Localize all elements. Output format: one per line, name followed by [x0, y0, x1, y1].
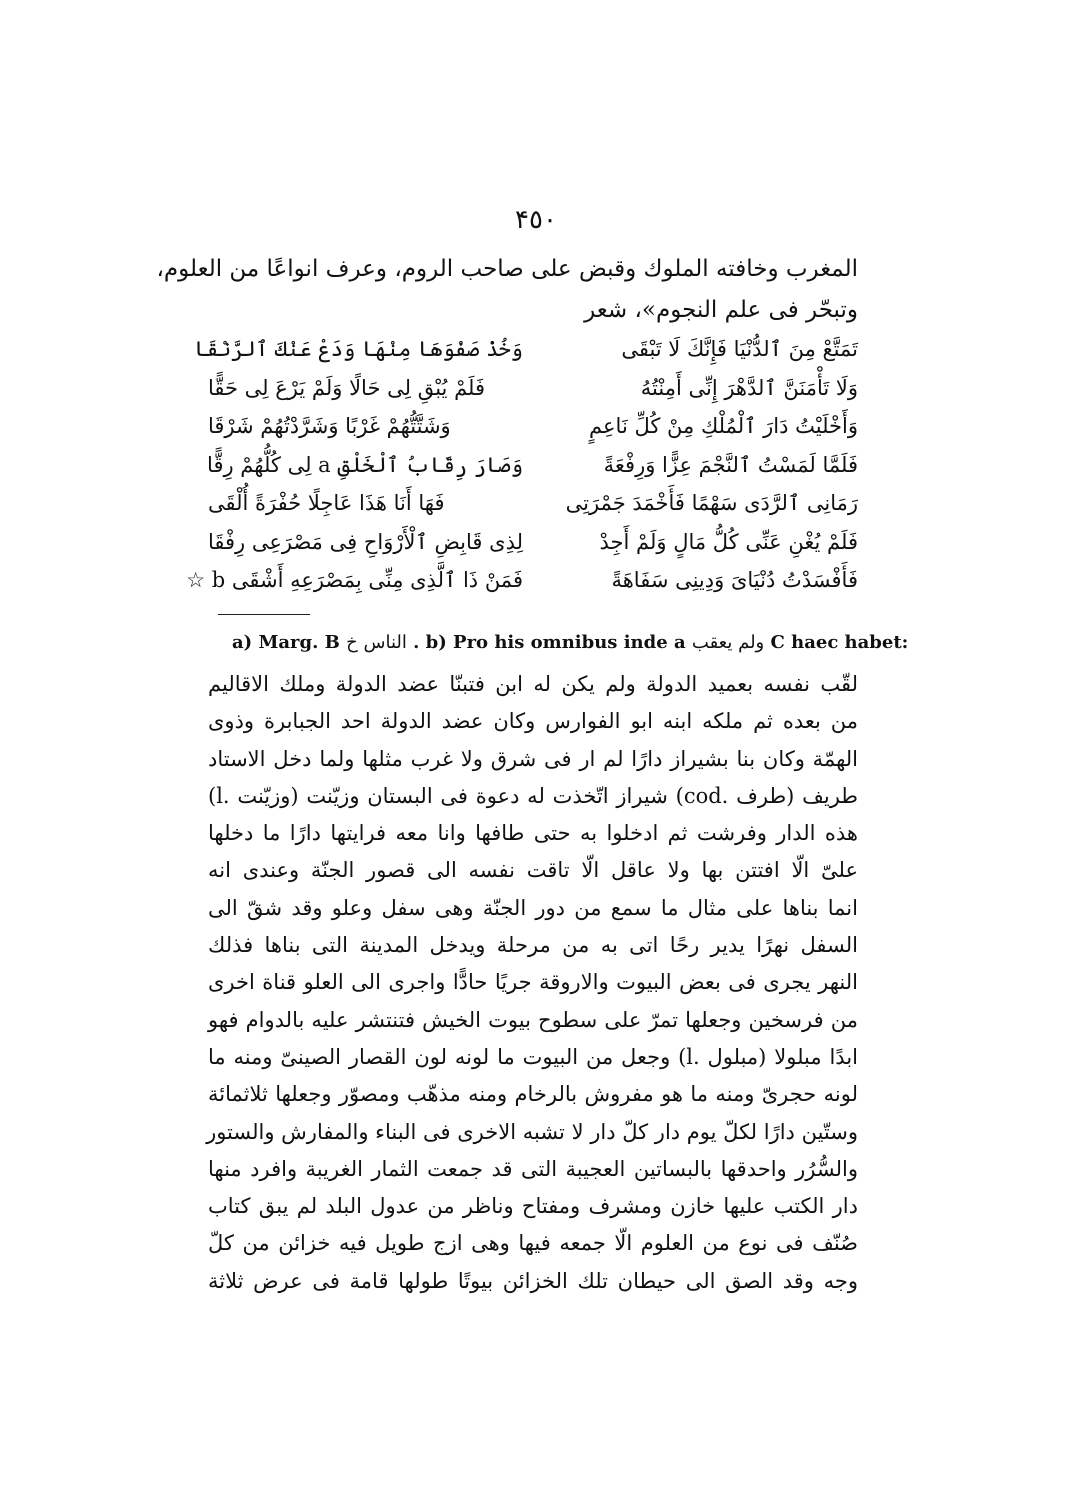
footnote-line: النهر يجرى فى بعض البيوت والاروقة جريًا حادًّا واجرى الى العلو قناة اخرى: [208, 970, 858, 995]
page-number: ۴٥٠: [515, 205, 557, 235]
footnote-line: لونه حجرىّ ومنه ما هو مفروش بالرخام ومنه مذهّب ومصوّر وجعلها ثلاثمائة: [208, 1082, 858, 1107]
verse-second-hemistich: لِذِى قَابِضِ ٱلْأَرْوَاحِ فِى مَصْرَعِى رِفْقَا: [207, 529, 523, 554]
poem-verse: [208, 407, 858, 446]
verse-first-hemistich: وَأَخْلَيْتُ دَارَ ٱلْمُلْكِ مِنْ كُلِّ نَاعِمٍ: [589, 414, 858, 439]
footnote-header: [232, 632, 909, 653]
verse-first-hemistich: فَأَفْسَدْتُ دُنْيَاىَ وَدِينِى سَفَاهَةً: [611, 568, 858, 593]
footnote-b-note: C haec habet:: [770, 632, 909, 653]
footnote-b-label: . b) Pro his omnibus inde a: [413, 632, 686, 653]
footnote-line: طريف (طرف .cod) شيراز اتّخذت له دعوة فى البستان وزيّنت (وزيّنت .l): [208, 783, 858, 808]
footnote-divider: [218, 614, 310, 615]
verse-second-hemistich: فَلَمْ يُبْقِ لِى حَالًا وَلَمْ يَرْعَ لِى حَقًّا: [208, 375, 486, 400]
poem-verse: [208, 484, 858, 523]
verse-second-hemistich: وَخُذْ صَفْوَهَا مِنْهَا وَدَعْ عَنْكَ ٱلرَّنْقَا: [194, 337, 523, 362]
verse-first-hemistich: وَلَا تَأْمَنَنَّ ٱلدَّهْرَ إِنِّى أَمِنْتُهُ: [640, 375, 858, 400]
footnote-b-variant: ولم يعقب: [691, 632, 765, 653]
verse-second-hemistich: فَهَا أَنَا هَذَا عَاجِلًا حُفْرَةً أُلْقَى: [208, 491, 445, 516]
poem: [186, 330, 858, 600]
footnote-line: والسُّرُر واحدقها بالبساتين العجيبة التى قد جمعت الثمار الغريبة وافرد منها: [208, 1156, 858, 1181]
footnote-line: انما بناها على مثال ما سمع من دور الجنّة وهى سفل وعلو وقد شقّ الى: [208, 895, 858, 920]
footnote-a-label: a) Marg. B: [232, 632, 340, 653]
footnote-line: من بعده ثم ملكه ابنه ابو الفوارس وكان عضد الدولة احد الجبابرة وذوى: [208, 709, 858, 734]
footnote-line: وستّين دارًا لكلّ يوم دار كلّ دار لا تشبه الاخرى فى البناء والمفارش والستور: [206, 1119, 858, 1144]
verse-second-hemistich: فَمَنْ ذَا ٱلَّذِى مِنِّى بِمَصْرَعِهِ أَشْقَى b ☆: [186, 568, 523, 593]
poem-verse: [208, 369, 858, 408]
poem-verse: [208, 446, 858, 485]
intro-line-1: المغرب وخافته الملوك وقبض على صاحب الروم، وعرف انواعًا من العلوم،: [156, 256, 858, 282]
footnote-line: السفل نهرًا يدير رحًا اتى به من مرحلة ويدخل المدينة التى بناها فذلك: [208, 933, 858, 958]
verse-second-hemistich: وَشَتَّتُّهُمْ غَرْبًا وَشَرَّدْتُهُمْ شَرْقَا: [208, 414, 451, 439]
footnote-line: لقّب نفسه بعميد الدولة ولم يكن له ابن فتبنّا عضد الدولة وملك الاقاليم: [208, 672, 858, 696]
poem-verse: [194, 330, 858, 369]
poem-verse: [208, 523, 858, 562]
verse-first-hemistich: فَلَمْ يُغْنِ عَنِّى كُلُّ مَالٍ وَلَمْ أَجِدْ: [599, 529, 858, 554]
footnote-line: من فرسخين وجعلها تمرّ على سطوح بيوت الخيش فتنتشر عليه بالدوام فهو: [208, 1007, 858, 1032]
verse-first-hemistich: فَلَمَّا لَمَسْتُ ٱلنَّجْمَ عِزًّا وَرِفْعَةً: [603, 452, 858, 477]
footnote-line: دار الكتب عليها خازن ومشرف ومفتاح وناظر من عدول البلد لم يبق كتاب: [208, 1194, 858, 1219]
verse-first-hemistich: رَمَانِى ٱلرَّدَى سَهْمًا فَأَخْمَدَ جَمْرَتِى: [565, 491, 858, 516]
intro-line-2: وتبحّر فى علم النجوم»، شعر: [584, 297, 858, 323]
footnote-a-variant: الناس خ: [346, 632, 407, 653]
footnote-line: علىّ الّا افتتن بها ولا عاقل الّا تاقت نفسه الى قصور الجنّة وعندى انه: [208, 858, 858, 883]
verse-first-hemistich: تَمَتَّعْ مِنَ ٱلدُّنْيَا فَإِنَّكَ لَا تَبْقَى: [621, 337, 858, 362]
footnote-line: هذه الدار وفرشت ثم ادخلوا به حتى طافها وانا معه فرايتها دارًا ما دخلها: [208, 821, 858, 846]
footnote-body: [208, 672, 858, 1306]
verse-second-hemistich: وَصَارَ رِقَابُ ٱلْخَلْقِ a لِى كُلُّهُمْ رِقًّا: [207, 452, 523, 477]
poem-verse: [186, 561, 858, 600]
footnote-line: وجه وقد الصق الى حيطان تلك الخزائن بيوتًا طولها قامة فى عرض ثلاثة: [208, 1268, 858, 1293]
footnote-line: صُنّف فى نوع من العلوم الّا جمعه فيها وهى ازج طويل فيه خزائن من كلّ: [208, 1231, 858, 1256]
footnote-line: ابدًا مبلولا (مبلول .l) وجعل من البيوت ما لونه لون القصار الصينىّ ومنه ما: [208, 1044, 859, 1069]
footnote-line: الهمّة وكان بنا بشيراز دارًا لم ار فى شرق ولا غرب مثلها ولما دخل الاستاد: [208, 746, 858, 771]
